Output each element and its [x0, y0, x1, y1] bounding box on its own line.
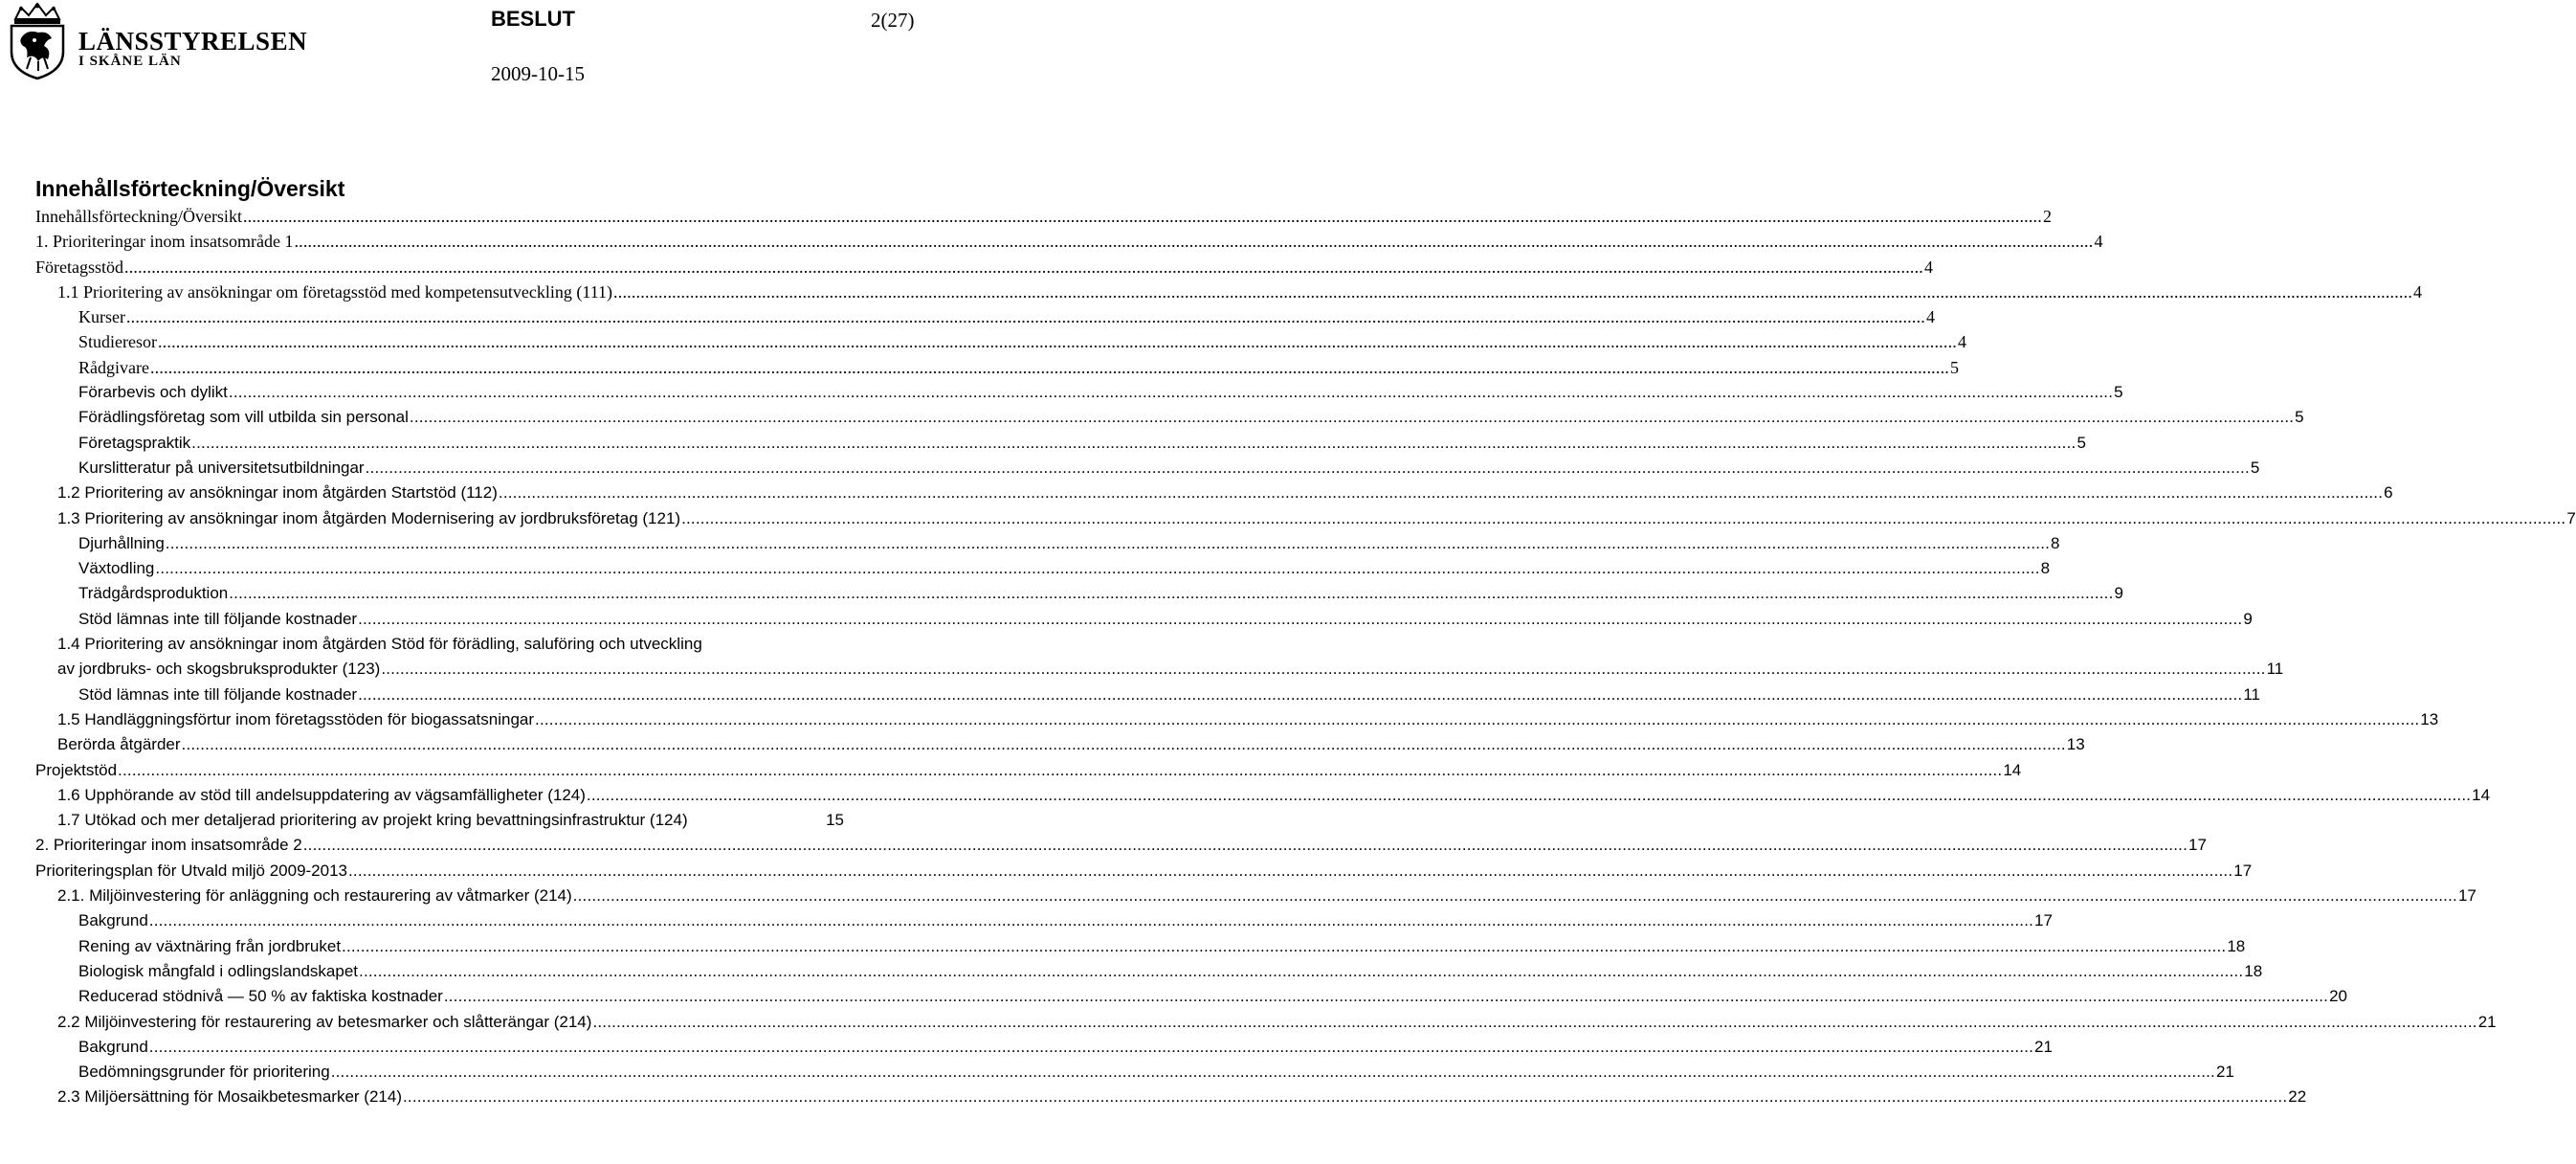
- toc-entry[interactable]: [0, 783, 2491, 808]
- toc-entry-title: Berörda åtgärder: [57, 735, 181, 754]
- toc-dot-leader: ................................................................................................................................................................................................................................................................................................................................................................................................................: [302, 836, 2187, 855]
- toc-dot-leader: ................................................................................................................................................................................................................................................................................................................................................................................................................: [242, 207, 2042, 226]
- toc-entry-page: 11: [2243, 684, 2260, 704]
- toc-entry-title: Bakgrund: [78, 1037, 148, 1056]
- toc-entry[interactable]: [0, 506, 2576, 531]
- toc-entry-title: 2. Prioriteringar inom insatsområde 2: [35, 836, 302, 855]
- toc-entry[interactable]: [0, 355, 1959, 380]
- toc-entry-title: 2.3 Miljöersättning för Mosaikbetesmarker (214): [57, 1087, 402, 1107]
- toc-entry-title: 1. Prioriteringar inom insatsområde 1: [35, 232, 294, 252]
- toc-entry[interactable]: [0, 204, 2052, 229]
- toc-entry[interactable]: [0, 683, 2260, 707]
- toc-entry-page: 5: [2114, 383, 2123, 402]
- toc-entry[interactable]: [0, 707, 2439, 732]
- toc-entry[interactable]: [0, 657, 2284, 682]
- toc-entry-page: 2: [2042, 207, 2052, 226]
- toc-dot-leader: ................................................................................................................................................................................................................................................................................................................................................................................................................: [358, 609, 2243, 628]
- toc-entry-title: Kurslitteratur på universitetsutbildningar: [78, 458, 365, 477]
- toc-dot-leader: ................................................................................................................................................................................................................................................................................................................................................................................................................: [681, 508, 2566, 527]
- toc-entry-title: 2.2 Miljöinvestering för restaurering av betesmarker och slåtterängar (214): [57, 1012, 592, 1031]
- toc-entry-title: Stöd lämnas inte till följande kostnader: [78, 684, 358, 704]
- toc-entry[interactable]: [0, 884, 2476, 908]
- document-type: BESLUT: [491, 7, 575, 31]
- toc-entry-page: 18: [2227, 936, 2246, 955]
- toc-entry[interactable]: [0, 255, 1933, 280]
- toc-entry-title: 1.3 Prioritering av ansökningar inom åtgärden Modernisering av jordbruksföretag (121): [57, 508, 681, 527]
- toc-entry-page: 21: [2034, 1037, 2053, 1056]
- toc-entry-title: Kurser: [78, 307, 125, 327]
- toc-entry[interactable]: [0, 456, 2260, 481]
- toc-entry-title: 1.6 Upphörande av stöd till andelsuppdatering av vägsamfälligheter (124): [57, 785, 586, 804]
- toc-entry-title: 1.5 Handläggningsförtur inom företagsstöden för biogassatsningar: [57, 709, 535, 728]
- toc-dot-leader: ................................................................................................................................................................................................................................................................................................................................................................................................................: [572, 886, 2457, 906]
- toc-entry-page: 8: [2040, 559, 2051, 578]
- toc-entry-title: Rening av växtnäring från jordbruket: [78, 936, 342, 955]
- document-date: 2009-10-15: [491, 62, 585, 85]
- toc-entry[interactable]: [0, 859, 2253, 884]
- toc-entry-page: 9: [2243, 609, 2253, 628]
- toc-entry[interactable]: [0, 1010, 2497, 1035]
- toc-entry-title: Förarbevis och dylikt: [78, 383, 228, 402]
- toc-entry-title: Rådgivare: [78, 357, 149, 377]
- toc-dot-leader: ................................................................................................................................................................................................................................................................................................................................................................................................................: [402, 1087, 2288, 1107]
- toc-entry[interactable]: [0, 581, 2123, 606]
- toc-dot-leader: ................................................................................................................................................................................................................................................................................................................................................................................................................: [358, 684, 2243, 704]
- toc-entry-title: Djurhållning: [78, 533, 165, 552]
- toc-dot-leader: ................................................................................................................................................................................................................................................................................................................................................................................................................: [365, 458, 2250, 477]
- toc-entry-page: 15: [826, 811, 844, 830]
- toc-entry-page: 21: [2215, 1063, 2234, 1082]
- toc-entry-title: Studieresor: [78, 332, 157, 352]
- toc-entry-title: Förädlingsföretag som vill utbilda sin personal: [78, 408, 409, 427]
- toc-entry-page: 9: [2114, 584, 2123, 603]
- toc-entry-title: 1.7 Utökad och mer detaljerad prioritering av projekt kring bevattningsinfrastruktur (124): [57, 811, 688, 830]
- toc-dot-leader: ................................................................................................................................................................................................................................................................................................................................................................................................................: [118, 760, 2003, 779]
- toc-entry[interactable]: [0, 481, 2393, 505]
- toc-entry[interactable]: [0, 531, 2060, 556]
- org-name: LÄNSSTYRELSEN: [78, 27, 308, 56]
- toc-entry-page: 4: [1924, 257, 1933, 277]
- toc-dot-leader: ................................................................................................................................................................................................................................................................................................................................................................................................................: [124, 257, 1923, 277]
- toc-entry-title: Projektstöd: [35, 760, 118, 779]
- toc-entry[interactable]: [0, 833, 2207, 858]
- toc-entry[interactable]: [0, 1060, 2234, 1085]
- toc-entry[interactable]: [0, 431, 2086, 456]
- toc-entry-page: 13: [2066, 735, 2085, 754]
- toc-entry-page: 18: [2244, 961, 2263, 980]
- toc-dot-leader: ................................................................................................................................................................................................................................................................................................................................................................................................................: [181, 735, 2066, 754]
- toc-entry[interactable]: [0, 380, 2123, 405]
- toc-entry-title: Bakgrund: [78, 911, 148, 930]
- toc-entry-title: Biologisk mångfald i odlingslandskapet: [78, 961, 359, 980]
- toc-entry[interactable]: [0, 405, 2304, 430]
- toc-dot-leader: ................................................................................................................................................................................................................................................................................................................................................................................................................: [157, 332, 1957, 352]
- toc-entry[interactable]: [0, 934, 2246, 959]
- toc-dot-leader: ................................................................................................................................................................................................................................................................................................................................................................................................................: [381, 660, 2266, 679]
- toc-entry-page: 8: [2051, 533, 2060, 552]
- toc-dot-leader: ................................................................................................................................................................................................................................................................................................................................................................................................................: [125, 307, 1925, 327]
- toc-entry-title: Innehållsförteckning/Översikt: [35, 207, 242, 226]
- toc-entry-title: Trädgårdsproduktion: [78, 584, 229, 603]
- toc-dot-leader: ................................................................................................................................................................................................................................................................................................................................................................................................................: [443, 987, 2329, 1006]
- toc-entry[interactable]: [0, 607, 2253, 632]
- toc-entry[interactable]: [0, 908, 2053, 933]
- toc-entry-page: 5: [2250, 458, 2260, 477]
- toc-entry-title: Stöd lämnas inte till följande kostnader: [78, 609, 358, 628]
- page-number: 2(27): [871, 9, 915, 32]
- toc-dot-leader: ................................................................................................................................................................................................................................................................................................................................................................................................................: [409, 408, 2295, 427]
- header-logo: [2, 2, 327, 80]
- toc-dot-leader: ................................................................................................................................................................................................................................................................................................................................................................................................................: [155, 559, 2040, 578]
- toc-dot-leader: ................................................................................................................................................................................................................................................................................................................................................................................................................: [586, 785, 2472, 804]
- toc-entry-page: 4: [2094, 232, 2103, 252]
- toc-entry-title: Reducerad stödnivå — 50 % av faktiska kostnader: [78, 987, 443, 1006]
- toc-entry-page: 6: [2384, 483, 2393, 503]
- toc-entry[interactable]: [0, 808, 919, 833]
- toc-entry[interactable]: [0, 280, 2423, 304]
- toc-entry-title: Företagspraktik: [78, 433, 191, 452]
- toc-entry-title: 1.2 Prioritering av ansökningar inom åtgärden Startstöd (112): [57, 483, 498, 503]
- toc-entry[interactable]: [0, 1035, 2053, 1060]
- toc-dot-leader: ................................................................................................................................................................................................................................................................................................................................................................................................................: [228, 383, 2114, 402]
- toc-entry-page: 20: [2329, 987, 2348, 1006]
- toc-dot-leader: ................................................................................................................................................................................................................................................................................................................................................................................................................: [348, 861, 2233, 880]
- toc-dot-leader: ................................................................................................................................................................................................................................................................................................................................................................................................................: [535, 709, 2420, 728]
- toc-entry-page: 7: [2566, 508, 2576, 527]
- toc-heading: Innehållsförteckning/Översikt: [35, 176, 345, 201]
- toc-entry-title: 1.1 Prioritering av ansökningar om företagsstöd med kompetensutveckling (111): [57, 281, 613, 302]
- toc-entry-page: 17: [2034, 911, 2053, 930]
- toc-dot-leader: ................................................................................................................................................................................................................................................................................................................................................................................................................: [342, 936, 2227, 955]
- toc-entry[interactable]: [0, 732, 2085, 757]
- toc-entry-page: 14: [2472, 785, 2491, 804]
- toc-entry-title: Prioriteringsplan för Utvald miljö 2009-2013: [35, 861, 347, 880]
- toc-entry-page: 4: [2413, 281, 2423, 302]
- toc-entry[interactable]: [0, 229, 2103, 254]
- toc-entry-title: 2.1. Miljöinvestering för anläggning och restaurering av våtmarker (214): [57, 886, 572, 906]
- toc-entry-page: 17: [2233, 861, 2253, 880]
- toc-entry[interactable]: [0, 984, 2348, 1009]
- toc-entry-page: 5: [1949, 357, 1959, 377]
- toc-entry-page: 17: [2188, 836, 2207, 855]
- table-of-contents: [0, 204, 2576, 1110]
- toc-entry-page: 22: [2288, 1087, 2307, 1107]
- toc-dot-leader: ................................................................................................................................................................................................................................................................................................................................................................................................................: [294, 232, 2094, 252]
- toc-dot-leader: ................................................................................................................................................................................................................................................................................................................................................................................................................: [592, 1012, 2477, 1031]
- toc-entry-page: 5: [2076, 433, 2086, 452]
- toc-entry[interactable]: [0, 632, 919, 657]
- toc-entry-page: 13: [2420, 709, 2439, 728]
- toc-dot-leader: ................................................................................................................................................................................................................................................................................................................................................................................................................: [165, 533, 2051, 552]
- toc-entry-page: 4: [1957, 332, 1966, 352]
- toc-dot-leader: ................................................................................................................................................................................................................................................................................................................................................................................................................: [149, 357, 1949, 377]
- toc-entry-page: 5: [2295, 408, 2304, 427]
- toc-entry-page: 14: [2003, 760, 2022, 779]
- toc-dot-leader: ................................................................................................................................................................................................................................................................................................................................................................................................................: [191, 433, 2076, 452]
- toc-entry-title: Bedömningsgrunder för prioritering: [78, 1063, 330, 1082]
- toc-entry[interactable]: [0, 758, 2022, 783]
- coat-of-arms-icon: [2, 2, 73, 80]
- toc-dot-leader: ................................................................................................................................................................................................................................................................................................................................................................................................................: [229, 584, 2114, 603]
- toc-dot-leader: ................................................................................................................................................................................................................................................................................................................................................................................................................: [330, 1063, 2215, 1082]
- toc-entry[interactable]: [0, 329, 1966, 354]
- toc-entry[interactable]: [0, 304, 1935, 329]
- toc-entry-title: 1.4 Prioritering av ansökningar inom åtgärden Stöd för förädling, saluföring och utveckling: [57, 635, 702, 654]
- toc-dot-leader: ................................................................................................................................................................................................................................................................................................................................................................................................................: [359, 961, 2244, 980]
- toc-entry-page: 11: [2266, 660, 2284, 679]
- toc-entry-page: 21: [2477, 1012, 2497, 1031]
- toc-entry[interactable]: [0, 556, 2051, 581]
- toc-dot-leader: ................................................................................................................................................................................................................................................................................................................................................................................................................: [148, 911, 2034, 930]
- toc-entry-title: Företagsstöd: [35, 257, 123, 277]
- toc-dot-leader: ................................................................................................................................................................................................................................................................................................................................................................................................................: [148, 1037, 2034, 1056]
- toc-entry-page: 4: [1925, 307, 1935, 327]
- toc-entry-title: av jordbruks- och skogsbruksprodukter (123): [57, 660, 381, 679]
- toc-dot-leader: ................................................................................................................................................................................................................................................................................................................................................................................................................: [613, 281, 2413, 302]
- toc-dot-leader: ................................................................................................................................................................................................................................................................................................................................................................................................................: [498, 483, 2384, 503]
- toc-entry-title: Växtodling: [78, 559, 155, 578]
- toc-entry[interactable]: [0, 959, 2263, 984]
- toc-entry-page: 17: [2457, 886, 2476, 906]
- toc-entry[interactable]: [0, 1085, 2307, 1109]
- org-subtitle: I SKÅNE LÄN: [78, 54, 182, 69]
